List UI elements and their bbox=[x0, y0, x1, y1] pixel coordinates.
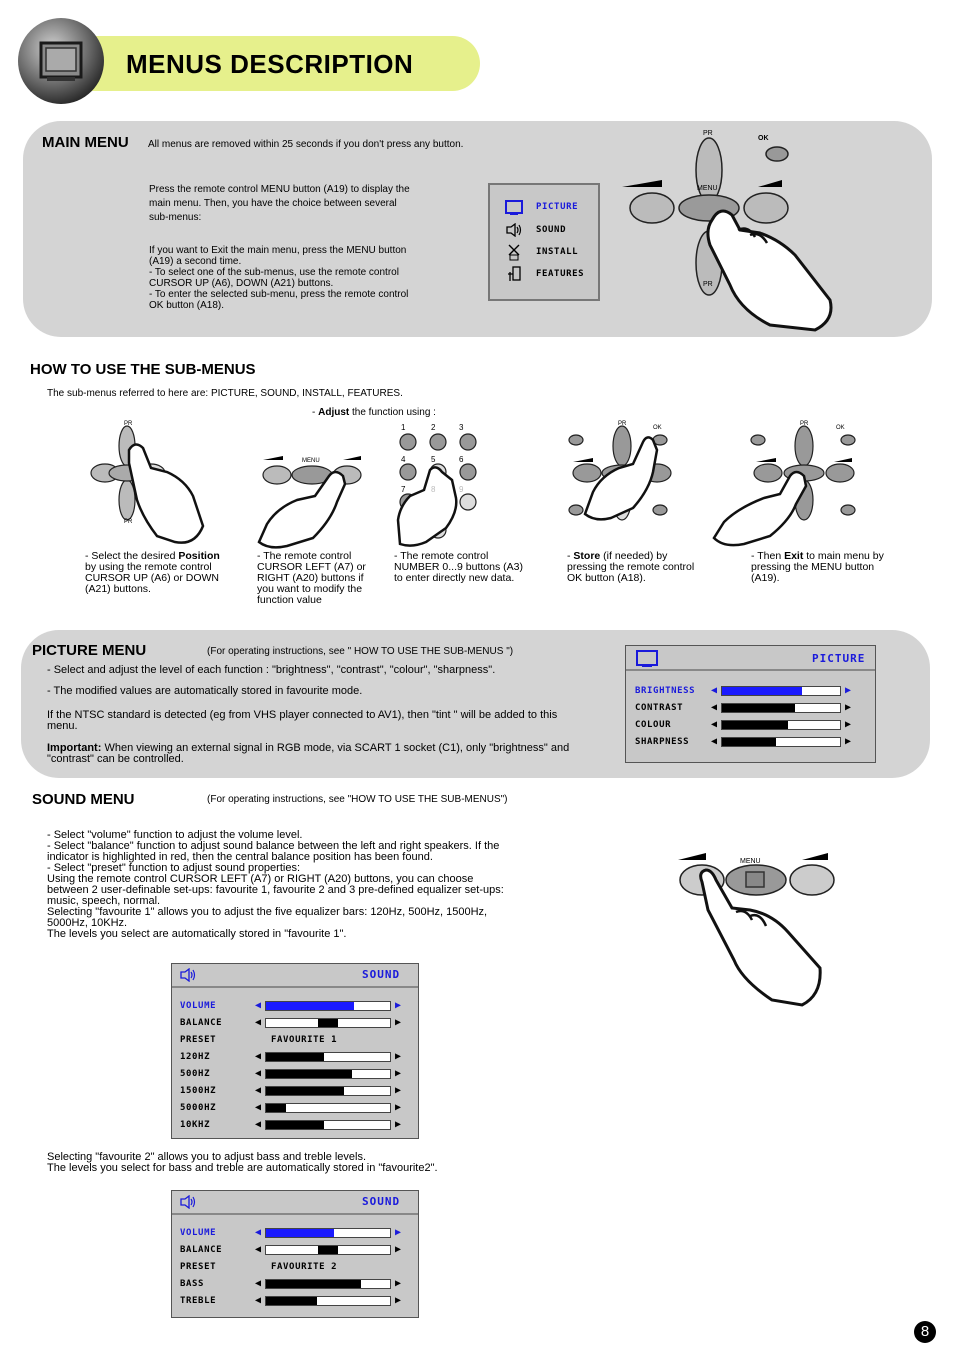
right-arrow-icon: ▶ bbox=[395, 1017, 402, 1028]
osd-level-bar bbox=[265, 1120, 391, 1130]
osd-row-label[interactable]: 120HZ bbox=[180, 1052, 211, 1062]
left-arrow-icon: ◀ bbox=[711, 736, 718, 747]
osd-level-bar bbox=[265, 1245, 391, 1255]
right-arrow-icon: ▶ bbox=[845, 736, 852, 747]
osd-level-bar bbox=[265, 1018, 391, 1028]
main-menu-remote-illustration bbox=[620, 125, 860, 335]
osd-row-label[interactable]: CONTRAST bbox=[635, 703, 684, 713]
osd-level-fill bbox=[318, 1019, 338, 1027]
osd-row-label[interactable]: BALANCE bbox=[180, 1018, 223, 1028]
main-menu-para1: Press the remote control MENU button (A19) to display the main menu. Then, you have the choice between several sub-menus: bbox=[149, 184, 410, 223]
osd-row-label[interactable]: VOLUME bbox=[180, 1228, 217, 1238]
sound-menu-ref: (For operating instructions, see "HOW TO USE THE SUB-MENUS") bbox=[207, 794, 508, 805]
step-illustration-store bbox=[565, 418, 685, 548]
left-arrow-icon: ◀ bbox=[255, 1051, 262, 1062]
osd-row-label[interactable]: VOLUME bbox=[180, 1001, 217, 1011]
osd-row-label[interactable]: 10KHZ bbox=[180, 1120, 211, 1130]
picture-icon bbox=[505, 200, 523, 216]
main-menu-item-install[interactable]: INSTALL bbox=[536, 247, 579, 257]
osd-row-label[interactable]: 500HZ bbox=[180, 1069, 211, 1079]
osd-preset-label[interactable]: PRESET bbox=[180, 1262, 217, 1272]
step5-ok-label: OK bbox=[836, 425, 845, 431]
sound-osd-favourite1 bbox=[171, 963, 419, 1139]
picture-menu-ref: (For operating instructions, see " HOW TO USE THE SUB-MENUS ") bbox=[207, 646, 514, 657]
step-caption-exit: - Then Exit to main menu by pressing the MENU button (A19). bbox=[751, 550, 884, 584]
osd-preset-value: FAVOURITE 1 bbox=[271, 1035, 338, 1045]
picture-menu-important: Important: When viewing an external signal in RGB mode, via SCART 1 socket (C1), only "brightness" and "contrast" can be controlled. bbox=[47, 742, 570, 765]
osd-level-bar bbox=[721, 720, 841, 730]
step4-ok-label: OK bbox=[653, 425, 662, 431]
picture-menu-line1: - Select and adjust the level of each function : "brightness", "contrast", "colour", "sharpness". bbox=[47, 664, 496, 676]
right-arrow-icon: ▶ bbox=[395, 1295, 402, 1306]
sound-osd2-speaker-icon bbox=[180, 1195, 196, 1209]
submenus-heading: HOW TO USE THE SUB-MENUS bbox=[30, 361, 256, 378]
sound-remote-menu-label: MENU bbox=[740, 858, 761, 865]
step2-menu-label: MENU bbox=[302, 458, 320, 464]
tv-badge-icon bbox=[17, 17, 105, 105]
right-arrow-icon: ▶ bbox=[395, 1102, 402, 1113]
main-menu-note: All menus are removed within 25 seconds if you don't press any button. bbox=[148, 139, 464, 150]
osd-level-fill bbox=[722, 687, 802, 695]
remote-pr-top-label: PR bbox=[703, 130, 713, 137]
main-menu-heading: MAIN MENU bbox=[42, 134, 129, 151]
step-caption-position: - Select the desired Position by using the remote control CURSOR UP (A6) or DOWN (A21) buttons. bbox=[85, 550, 220, 595]
picture-menu-heading: PICTURE MENU bbox=[32, 642, 147, 659]
step5-pr-label: PR bbox=[800, 421, 809, 427]
keypad-digit-3: 3 bbox=[459, 423, 464, 432]
left-arrow-icon: ◀ bbox=[255, 1085, 262, 1096]
submenus-adjust: - Adjust the function using : bbox=[312, 407, 436, 418]
osd-row-label[interactable]: SHARPNESS bbox=[635, 737, 690, 747]
right-arrow-icon: ▶ bbox=[395, 1085, 402, 1096]
install-icon bbox=[506, 243, 522, 261]
osd-level-bar bbox=[265, 1001, 391, 1011]
osd-level-fill bbox=[266, 1002, 354, 1010]
sound-osd1-speaker-icon bbox=[180, 968, 196, 982]
keypad-digit-9: 9 bbox=[459, 485, 464, 494]
osd-level-bar bbox=[265, 1069, 391, 1079]
osd-level-bar bbox=[265, 1103, 391, 1113]
osd-level-fill bbox=[266, 1280, 361, 1288]
right-arrow-icon: ▶ bbox=[845, 702, 852, 713]
osd-row-label[interactable]: 5000HZ bbox=[180, 1103, 217, 1113]
osd-level-fill bbox=[318, 1246, 338, 1254]
left-arrow-icon: ◀ bbox=[255, 1017, 262, 1028]
osd-level-fill bbox=[722, 738, 776, 746]
remote-pr-bottom-label: PR bbox=[703, 281, 713, 288]
left-arrow-icon: ◀ bbox=[255, 1000, 262, 1011]
submenus-intro: The sub-menus referred to here are: PICTURE, SOUND, INSTALL, FEATURES. bbox=[47, 388, 403, 399]
remote-menu-label: MENU bbox=[697, 185, 718, 192]
speaker-icon bbox=[506, 223, 522, 237]
step-caption-cursor: - The remote control CURSOR LEFT (A7) or RIGHT (A20) buttons if you want to modify the function value bbox=[257, 550, 366, 606]
sound-menu-heading: SOUND MENU bbox=[32, 791, 135, 808]
step-illustration-cursor bbox=[255, 450, 375, 550]
left-arrow-icon: ◀ bbox=[255, 1295, 262, 1306]
picture-osd-icon bbox=[636, 650, 658, 668]
step-caption-store: - Store (if needed) by pressing the remote control OK button (A18). bbox=[567, 550, 695, 584]
sound-osd2-title: SOUND bbox=[362, 1195, 401, 1208]
osd-row-label[interactable]: BRIGHTNESS bbox=[635, 686, 696, 696]
osd-level-fill bbox=[722, 721, 788, 729]
osd-level-fill bbox=[266, 1070, 352, 1078]
right-arrow-icon: ▶ bbox=[845, 719, 852, 730]
sound-fav2-text: Selecting "favourite 2" allows you to adjust bass and treble levels. The levels you select for bass and treble are automatically stored in "favourite2". bbox=[47, 1151, 438, 1174]
osd-level-bar bbox=[265, 1279, 391, 1289]
main-menu-item-picture[interactable]: PICTURE bbox=[536, 202, 579, 212]
osd-preset-label[interactable]: PRESET bbox=[180, 1035, 217, 1045]
left-arrow-icon: ◀ bbox=[711, 719, 718, 730]
right-arrow-icon: ▶ bbox=[395, 1119, 402, 1130]
right-arrow-icon: ▶ bbox=[395, 1278, 402, 1289]
sound-osd1-title: SOUND bbox=[362, 968, 401, 981]
right-arrow-icon: ▶ bbox=[395, 1000, 402, 1011]
keypad-digit-4: 4 bbox=[401, 455, 406, 464]
left-arrow-icon: ◀ bbox=[255, 1244, 262, 1255]
picture-menu-line3: If the NTSC standard is detected (eg from VHS player connected to AV1), then "tint " will be added to this menu. bbox=[47, 709, 558, 732]
sound-remote-illustration bbox=[672, 850, 852, 1020]
step-illustration-exit bbox=[710, 418, 860, 548]
osd-level-bar bbox=[721, 686, 841, 696]
osd-row-label[interactable]: COLOUR bbox=[635, 720, 672, 730]
osd-row-label[interactable]: BALANCE bbox=[180, 1245, 223, 1255]
osd-level-fill bbox=[266, 1229, 334, 1237]
keypad-digit-6: 6 bbox=[459, 455, 464, 464]
osd-row-label[interactable]: 1500HZ bbox=[180, 1086, 217, 1096]
osd-level-fill bbox=[266, 1053, 324, 1061]
picture-osd bbox=[625, 645, 876, 763]
features-icon bbox=[506, 265, 522, 283]
page-title: MENUS DESCRIPTION bbox=[126, 49, 414, 79]
left-arrow-icon: ◀ bbox=[711, 685, 718, 696]
picture-osd-title: PICTURE bbox=[812, 652, 866, 665]
osd-preset-value: FAVOURITE 2 bbox=[271, 1262, 338, 1272]
remote-ok-label: OK bbox=[758, 135, 769, 142]
right-arrow-icon: ▶ bbox=[845, 685, 852, 696]
right-arrow-icon: ▶ bbox=[395, 1244, 402, 1255]
page-number-badge bbox=[914, 1321, 936, 1343]
osd-level-fill bbox=[266, 1121, 324, 1129]
osd-level-bar bbox=[265, 1052, 391, 1062]
osd-level-bar bbox=[265, 1086, 391, 1096]
osd-row-label[interactable]: TREBLE bbox=[180, 1296, 217, 1306]
keypad-digit-5: 5 bbox=[431, 455, 436, 464]
osd-level-fill bbox=[266, 1104, 286, 1112]
keypad-digit-7: 7 bbox=[401, 485, 406, 494]
left-arrow-icon: ◀ bbox=[255, 1119, 262, 1130]
osd-level-bar bbox=[265, 1296, 391, 1306]
osd-row-label[interactable]: BASS bbox=[180, 1279, 205, 1289]
step4-pr-label: PR bbox=[618, 421, 627, 427]
left-arrow-icon: ◀ bbox=[255, 1278, 262, 1289]
main-menu-para2: If you want to Exit the main menu, press the MENU button (A19) a second time. - To select one of the sub-menus, use the remote control CURSOR UP (A6), DOWN (A21) buttons. - To enter the selected sub-menu, press the remote control OK button (A18). bbox=[149, 245, 409, 311]
left-arrow-icon: ◀ bbox=[255, 1068, 262, 1079]
picture-menu-line2: - The modified values are automatically stored in favourite mode. bbox=[47, 685, 363, 697]
main-menu-osd bbox=[488, 183, 600, 301]
keypad-digit-1: 1 bbox=[401, 423, 406, 432]
right-arrow-icon: ▶ bbox=[395, 1051, 402, 1062]
step1-pr-top-label: PR bbox=[124, 421, 133, 427]
keypad-digit-8: 8 bbox=[431, 485, 436, 494]
osd-level-fill bbox=[722, 704, 795, 712]
step-illustration-keypad bbox=[396, 420, 486, 550]
sound-osd-favourite2 bbox=[171, 1190, 419, 1318]
osd-level-fill bbox=[266, 1297, 317, 1305]
step-illustration-position bbox=[85, 418, 205, 548]
left-arrow-icon: ◀ bbox=[255, 1227, 262, 1238]
left-arrow-icon: ◀ bbox=[711, 702, 718, 713]
keypad-digit-2: 2 bbox=[431, 423, 436, 432]
right-arrow-icon: ▶ bbox=[395, 1227, 402, 1238]
sound-menu-body: - Select "volume" function to adjust the volume level. - Select "balance" function to adjust sound balance between the left and right speakers. If the indicator is highlighted in red, then the central balance position has been found. - Select "preset" function to adjust sound properties: Using the remote control CURSOR LEFT (A7) or RIGHT (A20) buttons, you can choose between 2 user-definable set-ups: favourite 1, favourite 2 and 3 pre-defined equalizer set-ups: music, speech, normal. Selecting "favourite 1" allows you to adjust the five equalizer bars: 120Hz, 500Hz, 1500Hz, 5000Hz, 10KHz. The levels you select are automatically stored in "favourite 1". bbox=[47, 829, 504, 940]
left-arrow-icon: ◀ bbox=[255, 1102, 262, 1113]
osd-level-bar bbox=[721, 703, 841, 713]
main-menu-item-sound[interactable]: SOUND bbox=[536, 225, 567, 235]
step1-pr-bottom-label: PR bbox=[124, 519, 133, 525]
page-number: 8 bbox=[920, 1323, 930, 1340]
step-caption-keypad: - The remote control NUMBER 0...9 buttons (A3) to enter directly new data. bbox=[394, 550, 523, 584]
right-arrow-icon: ▶ bbox=[395, 1068, 402, 1079]
osd-level-bar bbox=[265, 1228, 391, 1238]
osd-level-bar bbox=[721, 737, 841, 747]
osd-level-fill bbox=[266, 1087, 344, 1095]
main-menu-item-features[interactable]: FEATURES bbox=[536, 269, 585, 279]
